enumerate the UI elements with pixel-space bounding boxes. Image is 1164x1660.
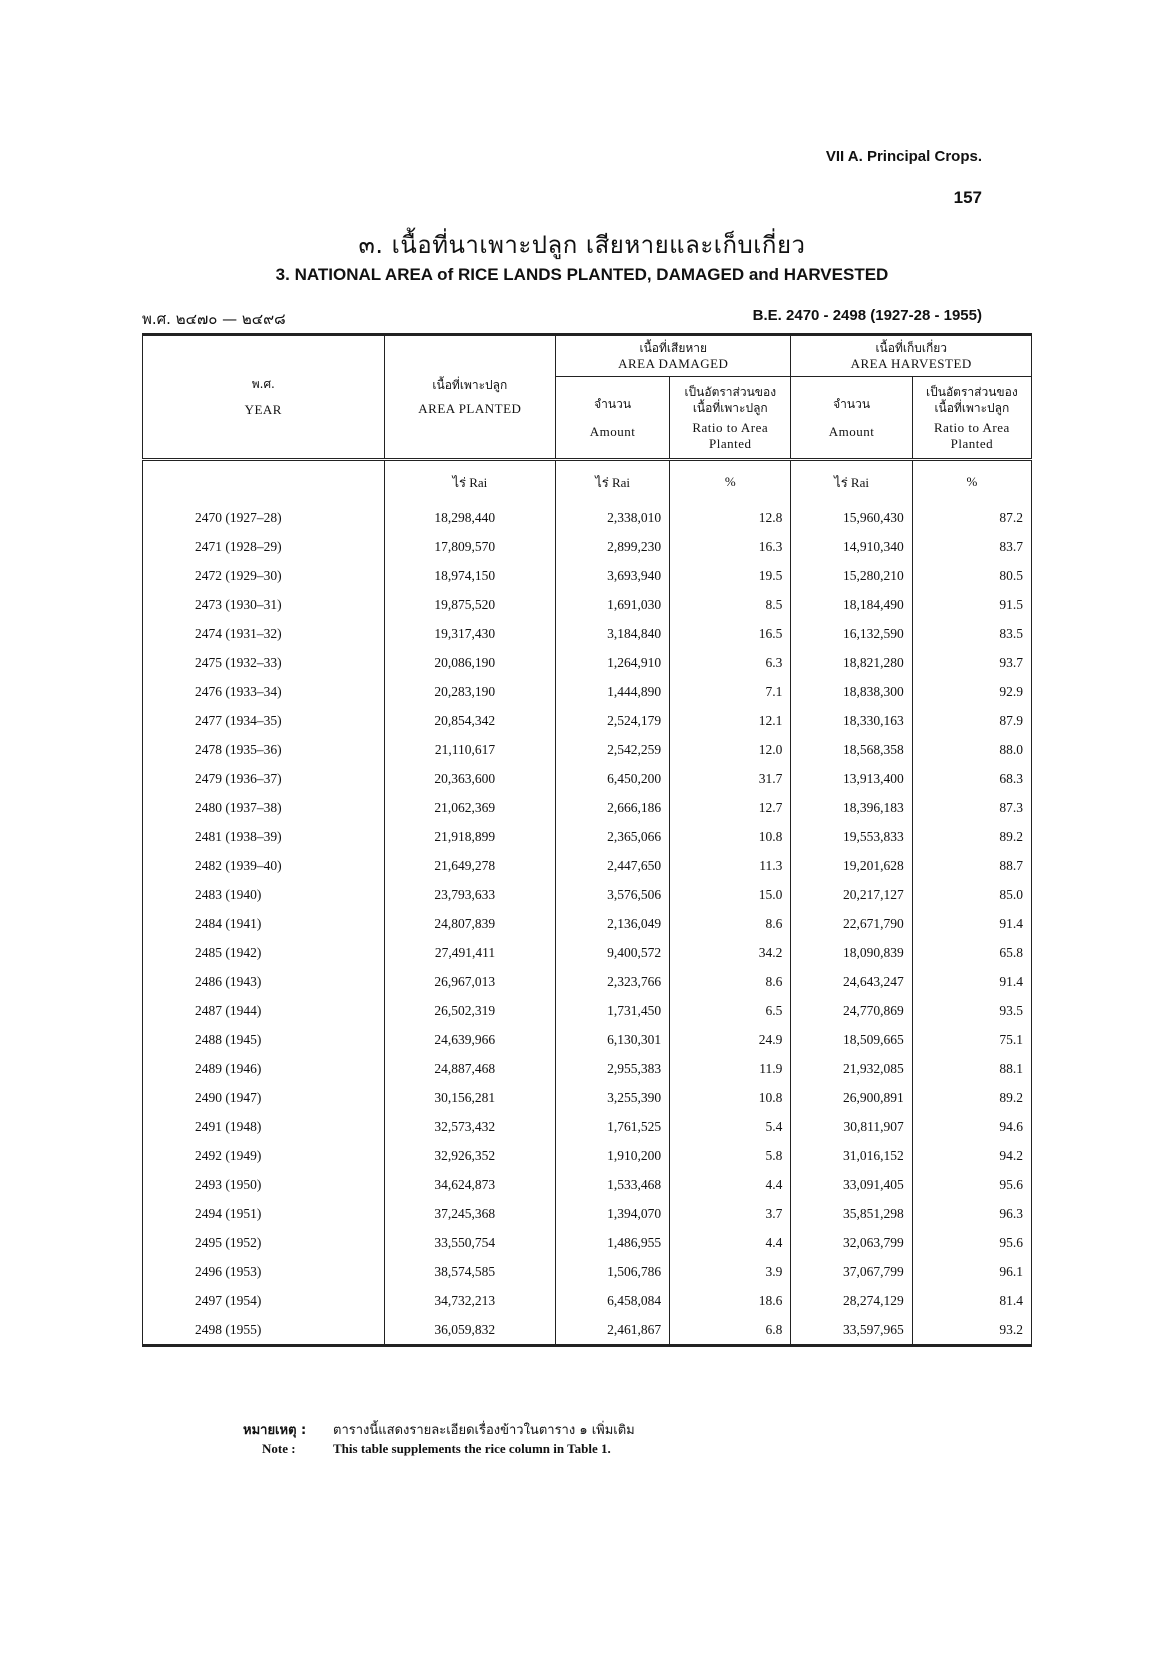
year-cell: 2480 (1937–38) — [143, 793, 385, 822]
harvested-amount-cell: 24,643,247 — [791, 967, 912, 996]
note-text-thai: ตารางนี้แสดงรายละเอียดเรื่องข้าวในตาราง ๑ เพิ่มเติม — [333, 1423, 635, 1438]
area-planted-header-thai: เนื้อที่เพาะปลูก — [432, 378, 508, 392]
units-cell-harvested-amount: ไร่ Rai — [791, 460, 912, 504]
year-header — [143, 335, 385, 460]
area-planted-header — [384, 335, 556, 460]
damaged-amount-cell: 2,338,010 — [556, 503, 670, 532]
area-harvested-header-thai: เนื้อที่เก็บเกี่ยว — [875, 341, 947, 355]
area-planted-cell: 32,926,352 — [384, 1141, 556, 1170]
harvested-ratio-cell: 80.5 — [912, 561, 1031, 590]
year-cell: 2473 (1930–31) — [143, 590, 385, 619]
harvested-ratio-cell: 96.3 — [912, 1199, 1031, 1228]
area-planted-cell: 20,854,342 — [384, 706, 556, 735]
damaged-amount-cell: 1,761,525 — [556, 1112, 670, 1141]
table-row — [143, 851, 1032, 880]
harvested-ratio-cell: 94.2 — [912, 1141, 1031, 1170]
harvested-ratio-cell: 91.4 — [912, 909, 1031, 938]
damaged-amount-cell: 2,365,066 — [556, 822, 670, 851]
harvested-amount-cell: 19,201,628 — [791, 851, 912, 880]
year-cell: 2471 (1928–29) — [143, 532, 385, 561]
damaged-amount-cell: 3,693,940 — [556, 561, 670, 590]
damaged-amount-cell: 1,486,955 — [556, 1228, 670, 1257]
harvested-amount-cell: 13,913,400 — [791, 764, 912, 793]
harvested-amount-cell: 30,811,907 — [791, 1112, 912, 1141]
harvested-ratio-cell: 88.0 — [912, 735, 1031, 764]
harvested-amount-cell: 15,960,430 — [791, 503, 912, 532]
damaged-amount-cell: 1,691,030 — [556, 590, 670, 619]
area-planted-cell: 24,807,839 — [384, 909, 556, 938]
table-row — [143, 1286, 1032, 1315]
area-damaged-header-english: AREA DAMAGED — [618, 356, 729, 371]
year-cell: 2488 (1945) — [143, 1025, 385, 1054]
year-cell: 2474 (1931–32) — [143, 619, 385, 648]
damaged-amount-cell: 2,542,259 — [556, 735, 670, 764]
units-row — [143, 460, 1032, 504]
table-row — [143, 561, 1032, 590]
harvested-ratio-cell: 93.5 — [912, 996, 1031, 1025]
table-row — [143, 1170, 1032, 1199]
harvested-amount-cell: 18,330,163 — [791, 706, 912, 735]
year-cell: 2481 (1938–39) — [143, 822, 385, 851]
year-cell: 2487 (1944) — [143, 996, 385, 1025]
year-cell: 2489 (1946) — [143, 1054, 385, 1083]
note-label-thai: หมายเหตุ : — [243, 1423, 307, 1438]
damaged-ratio-cell: 31.7 — [670, 764, 791, 793]
damaged-ratio-cell: 8.6 — [670, 909, 791, 938]
area-damaged-header — [556, 335, 791, 377]
area-planted-cell: 34,624,873 — [384, 1170, 556, 1199]
table-row — [143, 938, 1032, 967]
table-row — [143, 996, 1032, 1025]
harvested-ratio-cell: 91.4 — [912, 967, 1031, 996]
year-range-thai: พ.ศ. ๒๔๗๐ — ๒๔๙๘ — [142, 310, 286, 328]
harvested-amount-cell: 33,091,405 — [791, 1170, 912, 1199]
harvested-amount-cell: 35,851,298 — [791, 1199, 912, 1228]
area-planted-cell: 32,573,432 — [384, 1112, 556, 1141]
area-harvested-header-english: AREA HARVESTED — [850, 356, 972, 371]
area-planted-cell: 18,298,440 — [384, 503, 556, 532]
year-cell: 2485 (1942) — [143, 938, 385, 967]
harvested-amount-cell: 18,821,280 — [791, 648, 912, 677]
harvested-ratio-cell: 75.1 — [912, 1025, 1031, 1054]
harvested-amount-cell: 15,280,210 — [791, 561, 912, 590]
damaged-amount-cell: 2,666,186 — [556, 793, 670, 822]
units-cell-damaged-amount: ไร่ Rai — [556, 460, 670, 504]
damaged-ratio-cell: 5.4 — [670, 1112, 791, 1141]
area-planted-cell: 37,245,368 — [384, 1199, 556, 1228]
damaged-ratio-header — [670, 377, 791, 460]
harvested-amount-cell: 28,274,129 — [791, 1286, 912, 1315]
harvested-amount-header — [791, 377, 912, 460]
damaged-amount-cell: 9,400,572 — [556, 938, 670, 967]
damaged-ratio-cell: 5.8 — [670, 1141, 791, 1170]
table-row — [143, 1315, 1032, 1346]
area-planted-cell: 38,574,585 — [384, 1257, 556, 1286]
damaged-amount-cell: 1,264,910 — [556, 648, 670, 677]
damaged-amount-cell: 1,394,070 — [556, 1199, 670, 1228]
harvested-ratio-cell: 96.1 — [912, 1257, 1031, 1286]
harvested-ratio-cell: 88.7 — [912, 851, 1031, 880]
harvested-ratio-cell: 92.9 — [912, 677, 1031, 706]
table-row — [143, 706, 1032, 735]
harvested-ratio-cell: 93.7 — [912, 648, 1031, 677]
year-cell: 2491 (1948) — [143, 1112, 385, 1141]
harvested-ratio-cell: 91.5 — [912, 590, 1031, 619]
damaged-ratio-cell: 15.0 — [670, 880, 791, 909]
harvested-amount-cell: 14,910,340 — [791, 532, 912, 561]
year-header-english: YEAR — [244, 402, 282, 417]
area-planted-cell: 21,062,369 — [384, 793, 556, 822]
damaged-ratio-header-english: Ratio to Area Planted — [692, 419, 769, 451]
area-planted-cell: 33,550,754 — [384, 1228, 556, 1257]
damaged-ratio-cell: 3.7 — [670, 1199, 791, 1228]
year-cell: 2492 (1949) — [143, 1141, 385, 1170]
damaged-amount-cell: 1,506,786 — [556, 1257, 670, 1286]
damaged-amount-header — [556, 377, 670, 460]
harvested-ratio-cell: 87.3 — [912, 793, 1031, 822]
area-planted-header-english: AREA PLANTED — [418, 401, 522, 416]
table-row — [143, 822, 1032, 851]
harvested-ratio-cell: 95.6 — [912, 1170, 1031, 1199]
note-label-english: Note : — [262, 1441, 296, 1456]
table-row — [143, 1083, 1032, 1112]
table-row — [143, 1025, 1032, 1054]
year-cell: 2497 (1954) — [143, 1286, 385, 1315]
harvested-amount-cell: 22,671,790 — [791, 909, 912, 938]
damaged-ratio-header-thai: เป็นอัตราส่วนของเนื้อที่เพาะปลูก — [684, 384, 777, 415]
year-cell: 2493 (1950) — [143, 1170, 385, 1199]
table-row — [143, 764, 1032, 793]
harvested-ratio-cell: 89.2 — [912, 822, 1031, 851]
harvested-amount-cell: 18,184,490 — [791, 590, 912, 619]
harvested-ratio-cell: 83.7 — [912, 532, 1031, 561]
harvested-amount-cell: 21,932,085 — [791, 1054, 912, 1083]
damaged-ratio-cell: 10.8 — [670, 1083, 791, 1112]
harvested-ratio-cell: 88.1 — [912, 1054, 1031, 1083]
table-row — [143, 1257, 1032, 1286]
table-title-english: 3. NATIONAL AREA of RICE LANDS PLANTED, DAMAGED and HARVESTED — [275, 265, 889, 284]
area-planted-cell: 19,875,520 — [384, 590, 556, 619]
harvested-ratio-header-english: Ratio to Area Planted — [933, 419, 1010, 451]
section-label: VII A. Principal Crops. — [825, 148, 982, 165]
units-cell-damaged-ratio: % — [670, 460, 791, 504]
note-text-english: This table supplements the rice column in Table 1. — [333, 1441, 611, 1456]
damaged-ratio-cell: 8.6 — [670, 967, 791, 996]
harvested-ratio-cell: 93.2 — [912, 1315, 1031, 1346]
table-row — [143, 1112, 1032, 1141]
damaged-ratio-cell: 4.4 — [670, 1170, 791, 1199]
damaged-amount-cell: 6,130,301 — [556, 1025, 670, 1054]
year-cell: 2478 (1935–36) — [143, 735, 385, 764]
harvested-ratio-cell: 85.0 — [912, 880, 1031, 909]
damaged-ratio-cell: 16.3 — [670, 532, 791, 561]
year-cell: 2472 (1929–30) — [143, 561, 385, 590]
harvested-ratio-cell: 65.8 — [912, 938, 1031, 967]
table-row — [143, 648, 1032, 677]
area-planted-cell: 20,086,190 — [384, 648, 556, 677]
damaged-ratio-cell: 12.8 — [670, 503, 791, 532]
damaged-amount-cell: 1,444,890 — [556, 677, 670, 706]
year-cell: 2498 (1955) — [143, 1315, 385, 1346]
harvested-amount-cell: 18,838,300 — [791, 677, 912, 706]
area-planted-cell: 36,059,832 — [384, 1315, 556, 1346]
damaged-amount-cell: 2,524,179 — [556, 706, 670, 735]
harvested-amount-header-english: Amount — [828, 423, 875, 439]
year-cell: 2490 (1947) — [143, 1083, 385, 1112]
harvested-amount-cell: 18,568,358 — [791, 735, 912, 764]
damaged-amount-cell: 2,136,049 — [556, 909, 670, 938]
area-planted-cell: 24,887,468 — [384, 1054, 556, 1083]
table-row — [143, 880, 1032, 909]
year-cell: 2482 (1939–40) — [143, 851, 385, 880]
harvested-amount-cell: 19,553,833 — [791, 822, 912, 851]
harvested-ratio-cell: 94.6 — [912, 1112, 1031, 1141]
area-harvested-header — [791, 335, 1032, 377]
damaged-ratio-cell: 3.9 — [670, 1257, 791, 1286]
year-cell: 2496 (1953) — [143, 1257, 385, 1286]
area-planted-cell: 30,156,281 — [384, 1083, 556, 1112]
harvested-amount-cell: 20,217,127 — [791, 880, 912, 909]
harvested-amount-cell: 24,770,869 — [791, 996, 912, 1025]
harvested-amount-cell: 33,597,965 — [791, 1315, 912, 1346]
damaged-ratio-cell: 4.4 — [670, 1228, 791, 1257]
table-title-thai: ๓. เนื้อที่นาเพาะปลูก เสียหายและเก็บเกี่ยว — [358, 231, 806, 259]
harvested-ratio-cell: 89.2 — [912, 1083, 1031, 1112]
harvested-amount-cell: 37,067,799 — [791, 1257, 912, 1286]
damaged-amount-header-english: Amount — [589, 423, 636, 439]
area-planted-cell: 26,967,013 — [384, 967, 556, 996]
year-cell: 2495 (1952) — [143, 1228, 385, 1257]
damaged-ratio-cell: 12.7 — [670, 793, 791, 822]
damaged-ratio-cell: 6.3 — [670, 648, 791, 677]
units-cell-planted: ไร่ Rai — [384, 460, 556, 504]
table-row — [143, 1228, 1032, 1257]
damaged-ratio-cell: 24.9 — [670, 1025, 791, 1054]
damaged-ratio-cell: 7.1 — [670, 677, 791, 706]
damaged-ratio-cell: 11.3 — [670, 851, 791, 880]
damaged-amount-cell: 2,323,766 — [556, 967, 670, 996]
year-cell: 2486 (1943) — [143, 967, 385, 996]
harvested-amount-cell: 31,016,152 — [791, 1141, 912, 1170]
year-range-english: B.E. 2470 - 2498 (1927-28 - 1955) — [752, 307, 982, 324]
damaged-amount-cell: 6,450,200 — [556, 764, 670, 793]
table-row — [143, 909, 1032, 938]
table-row — [143, 1199, 1032, 1228]
area-planted-cell: 23,793,633 — [384, 880, 556, 909]
table-row — [143, 532, 1032, 561]
damaged-ratio-cell: 19.5 — [670, 561, 791, 590]
area-planted-cell: 24,639,966 — [384, 1025, 556, 1054]
year-cell: 2477 (1934–35) — [143, 706, 385, 735]
harvested-ratio-cell: 95.6 — [912, 1228, 1031, 1257]
table-row — [143, 1054, 1032, 1083]
harvested-amount-cell: 32,063,799 — [791, 1228, 912, 1257]
area-planted-cell: 20,363,600 — [384, 764, 556, 793]
damaged-ratio-cell: 12.0 — [670, 735, 791, 764]
table-row — [143, 590, 1032, 619]
table-row — [143, 503, 1032, 532]
damaged-ratio-cell: 12.1 — [670, 706, 791, 735]
damaged-ratio-cell: 18.6 — [670, 1286, 791, 1315]
damaged-ratio-cell: 34.2 — [670, 938, 791, 967]
year-cell: 2476 (1933–34) — [143, 677, 385, 706]
year-cell: 2475 (1932–33) — [143, 648, 385, 677]
harvested-ratio-cell: 87.2 — [912, 503, 1031, 532]
area-planted-cell: 34,732,213 — [384, 1286, 556, 1315]
harvested-ratio-header — [912, 377, 1031, 460]
damaged-amount-cell: 2,899,230 — [556, 532, 670, 561]
units-cell-harvested-ratio: % — [912, 460, 1031, 504]
area-planted-cell: 20,283,190 — [384, 677, 556, 706]
damaged-amount-cell: 1,731,450 — [556, 996, 670, 1025]
area-planted-cell: 27,491,411 — [384, 938, 556, 967]
table-row — [143, 619, 1032, 648]
year-cell: 2484 (1941) — [143, 909, 385, 938]
table-row — [143, 1141, 1032, 1170]
area-planted-cell: 21,110,617 — [384, 735, 556, 764]
harvested-amount-cell: 18,396,183 — [791, 793, 912, 822]
area-planted-cell: 21,649,278 — [384, 851, 556, 880]
harvested-ratio-header-thai: เป็นอัตราส่วนของเนื้อที่เพาะปลูก — [926, 384, 1018, 415]
area-planted-cell: 21,918,899 — [384, 822, 556, 851]
area-planted-cell: 26,502,319 — [384, 996, 556, 1025]
damaged-amount-cell: 3,255,390 — [556, 1083, 670, 1112]
area-damaged-header-thai: เนื้อที่เสียหาย — [639, 341, 708, 355]
harvested-ratio-cell: 81.4 — [912, 1286, 1031, 1315]
damaged-ratio-cell: 6.8 — [670, 1315, 791, 1346]
harvested-amount-cell: 18,509,665 — [791, 1025, 912, 1054]
damaged-amount-cell: 6,458,084 — [556, 1286, 670, 1315]
area-planted-cell: 18,974,150 — [384, 561, 556, 590]
harvested-amount-cell: 26,900,891 — [791, 1083, 912, 1112]
area-planted-cell: 17,809,570 — [384, 532, 556, 561]
harvested-ratio-cell: 87.9 — [912, 706, 1031, 735]
harvested-amount-header-thai: จำนวน — [833, 396, 871, 411]
year-cell: 2483 (1940) — [143, 880, 385, 909]
table-row — [143, 793, 1032, 822]
table-row — [143, 735, 1032, 764]
damaged-amount-header-thai: จำนวน — [594, 396, 632, 411]
area-planted-cell: 19,317,430 — [384, 619, 556, 648]
table-row — [143, 967, 1032, 996]
year-cell: 2470 (1927–28) — [143, 503, 385, 532]
table-row — [143, 677, 1032, 706]
damaged-ratio-cell: 6.5 — [670, 996, 791, 1025]
damaged-amount-cell: 1,533,468 — [556, 1170, 670, 1199]
rice-area-table — [142, 333, 1032, 1347]
damaged-ratio-cell: 16.5 — [670, 619, 791, 648]
damaged-amount-cell: 1,910,200 — [556, 1141, 670, 1170]
year-cell: 2479 (1936–37) — [143, 764, 385, 793]
damaged-ratio-cell: 10.8 — [670, 822, 791, 851]
damaged-amount-cell: 3,576,506 — [556, 880, 670, 909]
year-header-thai: พ.ศ. — [251, 377, 275, 391]
page-number: 157 — [953, 188, 982, 207]
year-cell: 2494 (1951) — [143, 1199, 385, 1228]
damaged-amount-cell: 2,447,650 — [556, 851, 670, 880]
harvested-amount-cell: 18,090,839 — [791, 938, 912, 967]
damaged-amount-cell: 3,184,840 — [556, 619, 670, 648]
damaged-amount-cell: 2,461,867 — [556, 1315, 670, 1346]
harvested-amount-cell: 16,132,590 — [791, 619, 912, 648]
units-cell-year — [143, 460, 385, 504]
harvested-ratio-cell: 68.3 — [912, 764, 1031, 793]
damaged-amount-cell: 2,955,383 — [556, 1054, 670, 1083]
harvested-ratio-cell: 83.5 — [912, 619, 1031, 648]
damaged-ratio-cell: 11.9 — [670, 1054, 791, 1083]
damaged-ratio-cell: 8.5 — [670, 590, 791, 619]
